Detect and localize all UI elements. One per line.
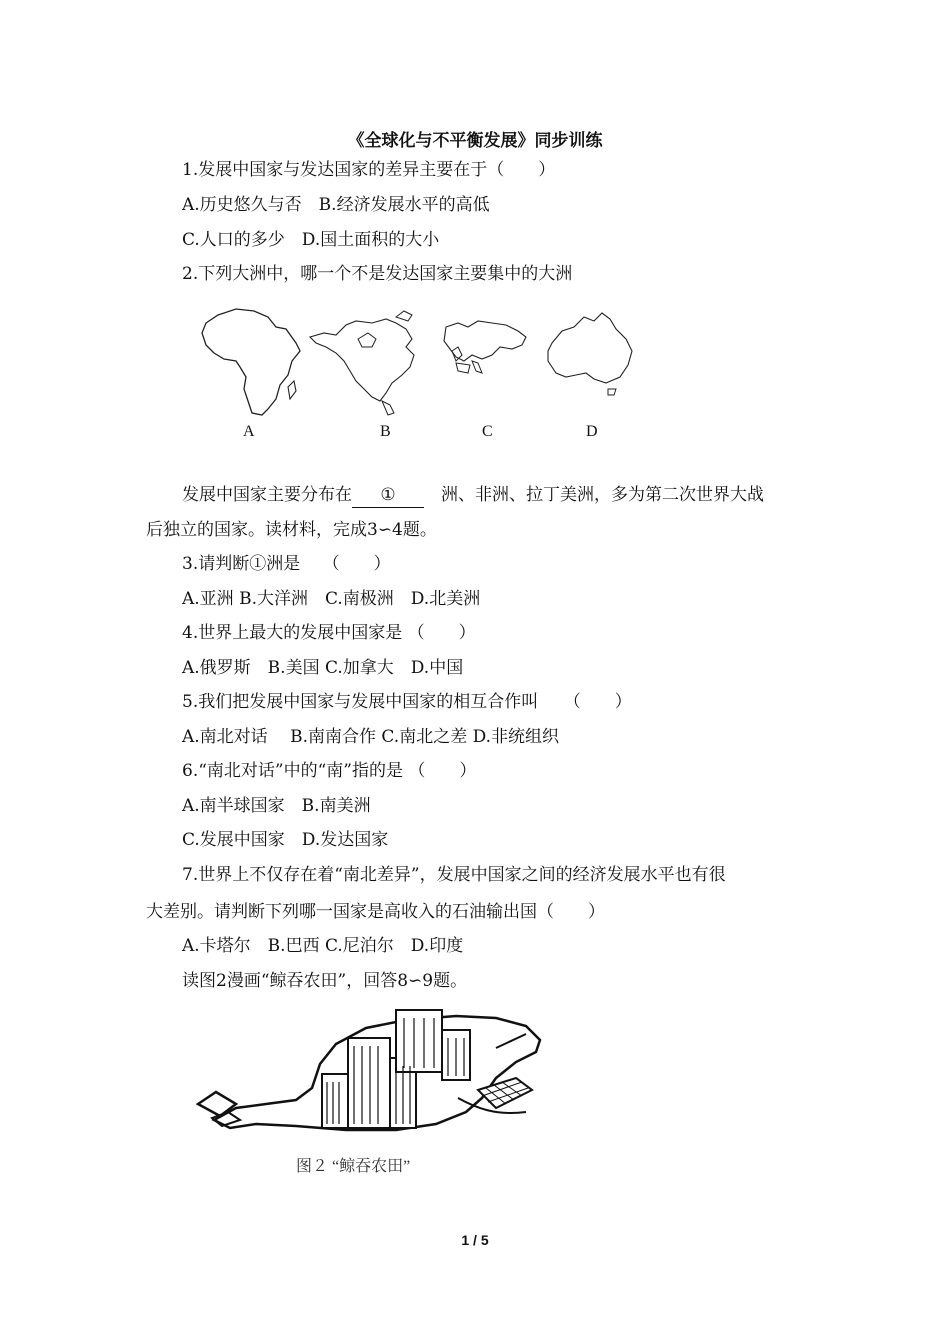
figure-2-caption: 图２ “鲸吞农田” <box>296 1158 411 1175</box>
question-6-options-2: C.发展中国家 D.发达国家 <box>182 830 389 850</box>
material-text-2: 洲、非洲、拉丁美洲，多为第二次世界大战 <box>441 485 764 505</box>
question-6-options-1: A.南半球国家 B.南美洲 <box>182 796 371 816</box>
question-7-stem-1: 7.世界上不仅存在着“南北差异”，发展中国家之间的经济发展水平也有很 <box>182 865 726 885</box>
question-5-stem: 5.我们把发展中国家与发展中国家的相互合作叫 （ ） <box>182 692 632 712</box>
map-label-a: A <box>243 423 255 440</box>
europe-map <box>444 321 526 361</box>
question-6-stem: 6.“南北对话”中的“南”指的是 （ ） <box>182 761 477 781</box>
map-label-d: D <box>586 423 598 440</box>
page-number: 1 / 5 <box>461 1232 489 1248</box>
question-4-stem: 4.世界上最大的发展中国家是 （ ） <box>182 623 476 643</box>
page-title: 《全球化与不平衡发展》同步训练 <box>347 131 603 151</box>
africa-map <box>202 309 300 415</box>
material-line-1 <box>182 483 764 508</box>
material-line-2: 后独立的国家。读材料，完成3∽4题。 <box>146 520 437 540</box>
figure-2-instruction: 读图2漫画“鲸吞农田”，回答8∽9题。 <box>182 971 468 991</box>
question-3-options: A.亚洲 B.大洋洲 C.南极洲 D.北美洲 <box>182 589 481 609</box>
question-1-options-2: C.人口的多少 D.国土面积的大小 <box>182 230 440 250</box>
material-blank: ① <box>352 483 424 508</box>
north-america-map <box>310 319 414 401</box>
whale-cartoon-figure <box>196 1008 546 1138</box>
map-label-c: C <box>482 423 493 440</box>
question-3-stem: 3.请判断①洲是 （ ） <box>182 554 391 574</box>
material-text-1: 发展中国家主要分布在 <box>182 485 352 505</box>
question-4-options: A.俄罗斯 B.美国 C.加拿大 D.中国 <box>182 658 464 678</box>
australia-map <box>548 313 632 383</box>
question-1-options-1: A.历史悠久与否 B.经济发展水平的高低 <box>182 195 490 215</box>
question-1-stem: 1.发展中国家与发达国家的差异主要在于（ ） <box>182 160 556 180</box>
map-label-b: B <box>380 423 391 440</box>
question-7-options: A.卡塔尔 B.巴西 C.尼泊尔 D.印度 <box>182 936 464 956</box>
question-5-options: A.南北对话 B.南南合作 C.南北之差 D.非统组织 <box>182 727 560 747</box>
question-7-stem-2: 大差别。请判断下列哪一国家是高收入的石油输出国（ ） <box>146 902 605 922</box>
question-2-stem: 2.下列大洲中，哪一个不是发达国家主要集中的大洲 <box>182 264 573 284</box>
